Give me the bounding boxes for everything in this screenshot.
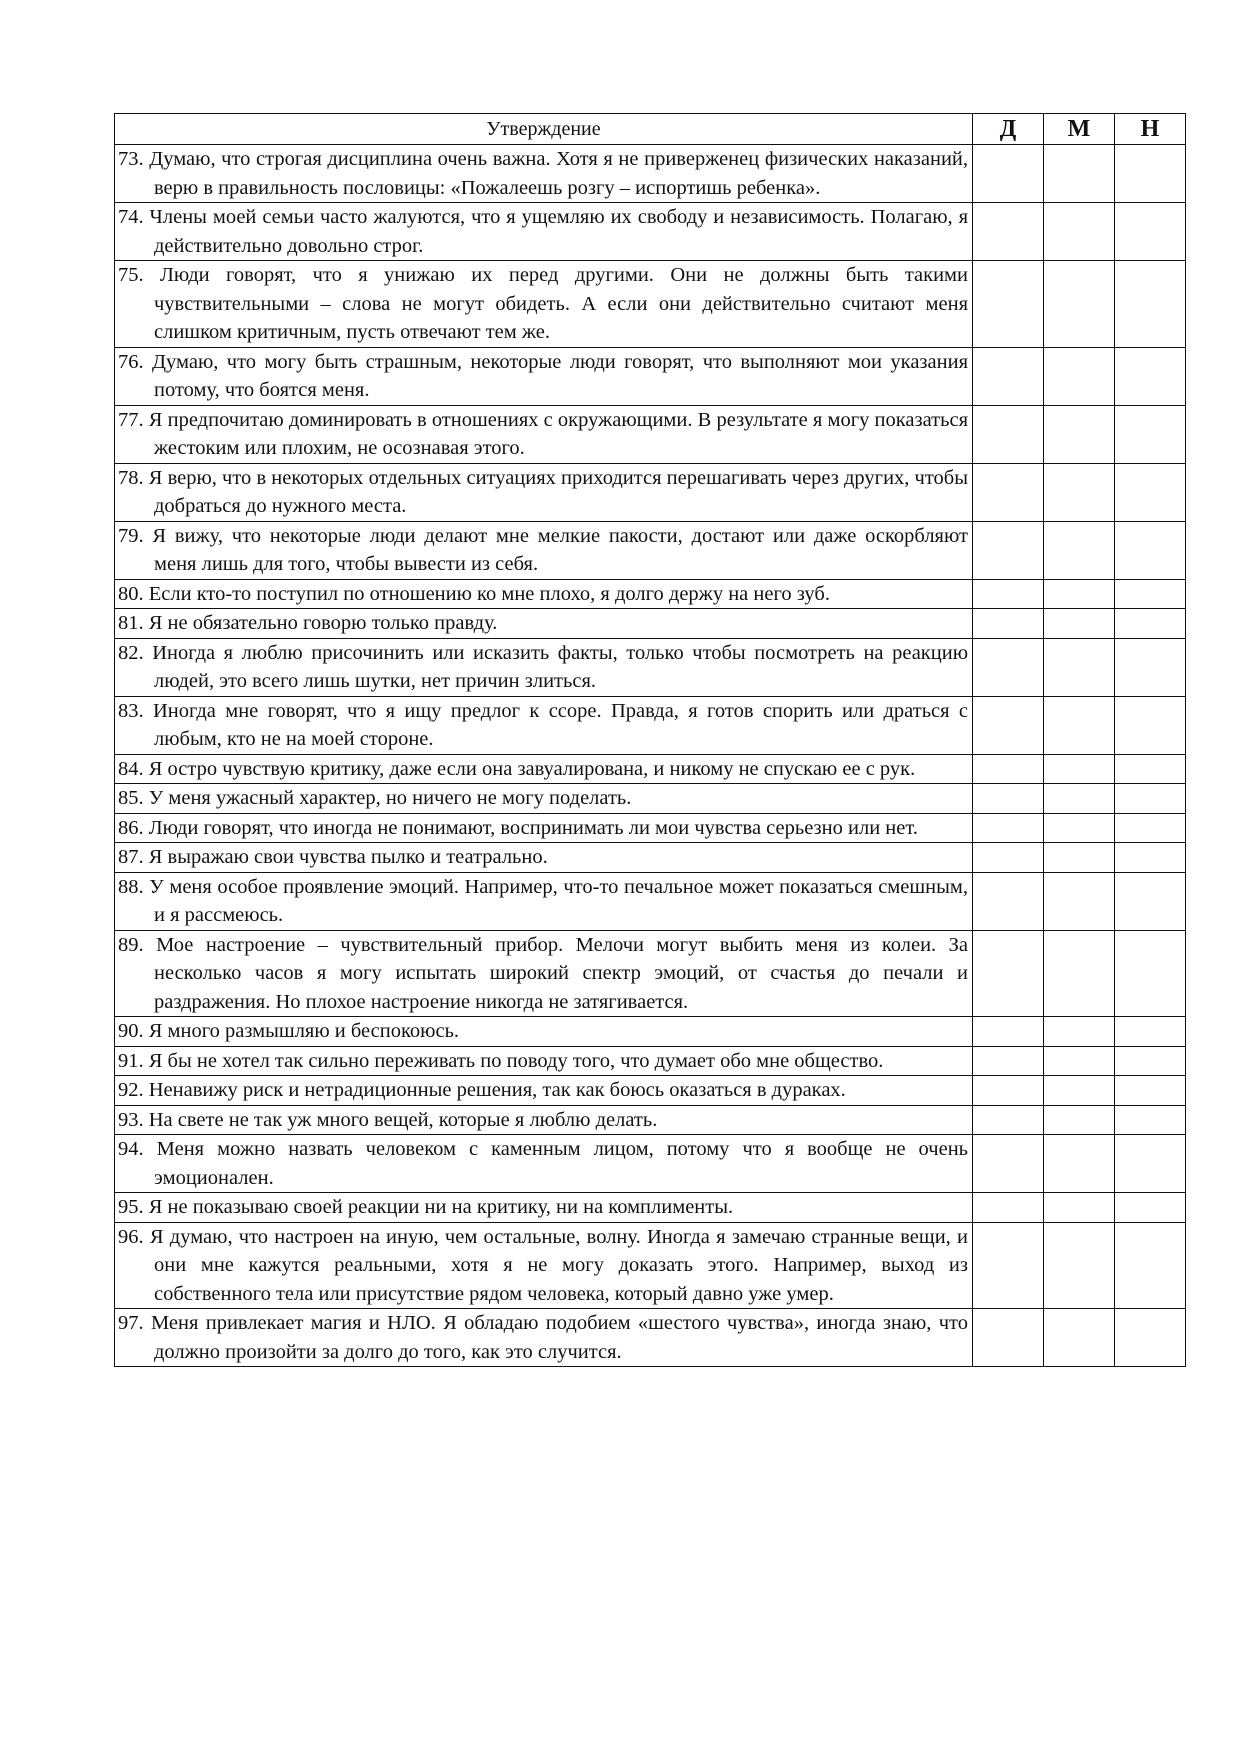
answer-cell-maybe[interactable] [1044,754,1115,784]
answer-cell-no[interactable] [1115,1017,1186,1047]
table-row [115,405,1186,463]
table-row [115,609,1186,639]
table-row [115,579,1186,609]
answer-cell-maybe[interactable] [1044,930,1115,1017]
statement-cell [115,754,973,784]
statement-text: Я не обязательно говорю только правду. [148,612,498,634]
table-row [115,1222,1186,1309]
statement-text: Люди говорят, что иногда не понимают, воспринимать ли мои чувства серьезно или нет. [148,816,918,839]
statement-cell [115,463,973,521]
answer-cell-no[interactable] [1115,405,1186,463]
answer-cell-maybe[interactable] [1044,1046,1115,1076]
statement-cell [115,521,973,579]
statement-number: 97. [118,1312,144,1334]
answer-cell-no[interactable] [1115,872,1186,930]
answer-cell-no[interactable] [1115,261,1186,348]
statement-cell [115,579,973,609]
answer-cell-yes[interactable] [973,784,1044,814]
answer-cell-yes[interactable] [973,930,1044,1017]
answer-cell-maybe[interactable] [1044,872,1115,930]
statement-number: 89. [118,933,144,956]
statement-number: 88. [118,875,144,898]
statement-number: 80. [118,582,144,605]
statement-cell [115,696,973,754]
statement-number: 75. [118,264,144,286]
answer-cell-no[interactable] [1115,347,1186,405]
answer-cell-maybe[interactable] [1044,843,1115,873]
answer-cell-maybe[interactable] [1044,1076,1115,1106]
answer-cell-maybe[interactable] [1044,813,1115,843]
statement-number: 90. [118,1020,144,1042]
answer-cell-maybe[interactable] [1044,1105,1115,1135]
answer-cell-maybe[interactable] [1044,1135,1115,1193]
statement-text: У меня особое проявление эмоций. Например, что-то печальное может показаться смешным, и я рассмеюсь. [149,875,969,926]
header-row [115,114,1186,145]
statement-number: 76. [118,350,144,373]
answer-cell-maybe[interactable] [1044,347,1115,405]
statement-text: Иногда мне говорят, что я ищу предлог к ссоре. Правда, я готов спорить или драться с любым, кто не на моей стороне. [152,699,968,750]
answer-cell-yes[interactable] [973,261,1044,348]
table-row [115,784,1186,814]
answer-cell-maybe[interactable] [1044,784,1115,814]
answer-cell-no[interactable] [1115,1193,1186,1223]
table-row [115,930,1186,1017]
table-row [115,843,1186,873]
answer-cell-maybe[interactable] [1044,203,1115,261]
statement-text: Если кто-то поступил по отношению ко мне плохо, я долго держу на него зуб. [148,582,830,605]
statement-cell [115,1046,973,1076]
answer-cell-maybe[interactable] [1044,638,1115,696]
statement-cell [115,609,973,639]
statement-cell [115,1135,973,1193]
table-row [115,638,1186,696]
answer-cell-yes[interactable] [973,1309,1044,1367]
statement-number: 82. [118,641,144,664]
statement-text: Я верю, что в некоторых отдельных ситуациях приходится перешагивать через других, чтобы добраться до нужного места. [148,466,968,517]
answer-cell-no[interactable] [1115,1105,1186,1135]
answer-cell-yes[interactable] [973,843,1044,873]
statement-number: 77. [118,408,144,431]
answer-cell-yes[interactable] [973,405,1044,463]
statement-cell [115,145,973,203]
answer-cell-no[interactable] [1115,203,1186,261]
table-row [115,1105,1186,1135]
answer-cell-no[interactable] [1115,784,1186,814]
answer-cell-no[interactable] [1115,813,1186,843]
answer-cell-no[interactable] [1115,1135,1186,1193]
answer-cell-no[interactable] [1115,638,1186,696]
answer-cell-no[interactable] [1115,1309,1186,1367]
answer-cell-yes[interactable] [973,1017,1044,1047]
statement-cell [115,1193,973,1223]
statement-text: Я думаю, что настроен на иную, чем остальные, волну. Иногда я замечаю странные вещи, и они мне кажутся реальными, хотя я не могу доказать этого. Например, выход из собственного тела или присутствие рядом человека, который давно уже умер. [149,1225,968,1305]
statement-text: Я вижу, что некоторые люди делают мне мелкие пакости, достают или даже оскорбляют меня лишь для того, чтобы вывести из себя. [152,524,968,575]
table-row [115,1309,1186,1367]
answer-cell-no[interactable] [1115,930,1186,1017]
statement-text: Я остро чувствую критику, даже если она завуалирована, и никому не спускаю ее с рук. [148,757,916,780]
table-row [115,872,1186,930]
statement-number: 92. [118,1079,144,1101]
table-row [115,1193,1186,1223]
statement-number: 93. [118,1108,144,1131]
table-row [115,696,1186,754]
statement-text: Меня можно назвать человеком с каменным лицом, потому что я вообще не очень эмоционален. [154,1138,969,1189]
answer-cell-yes[interactable] [973,813,1044,843]
answer-cell-maybe[interactable] [1044,579,1115,609]
statement-text: У меня ужасный характер, но ничего не могу поделать. [148,787,632,809]
statement-cell [115,1309,973,1367]
answer-cell-yes[interactable] [973,609,1044,639]
header-no: Н [1115,114,1186,145]
answer-cell-maybe[interactable] [1044,1309,1115,1367]
table-row [115,754,1186,784]
answer-cell-no[interactable] [1115,1222,1186,1309]
table-row [115,203,1186,261]
answer-cell-maybe[interactable] [1044,1017,1115,1047]
table-row [115,463,1186,521]
answer-cell-yes[interactable] [973,1076,1044,1106]
statement-text: Ненавижу риск и нетрадиционные решения, так как боюсь оказаться в дураках. [148,1079,846,1101]
statement-text: Члены моей семьи часто жалуются, что я ущемляю их свободу и независимость. Полагаю, я действительно довольно строг. [149,206,968,257]
statement-text: Меня привлекает магия и НЛО. Я обладаю подобием «шестого чувства», иногда знаю, что должно произойти за долго до того, как это случится. [150,1312,968,1363]
statement-number: 84. [118,757,144,780]
statement-cell [115,1017,973,1047]
answer-cell-no[interactable] [1115,521,1186,579]
statement-number: 86. [118,816,144,839]
statement-text: Мое настроение – чувствительный прибор. Мелочи могут выбить меня из колеи. За несколько часов я могу испытать широкий спектр эмоций, от счастья до печали и раздражения. Но плохое настроение никогда не затягивается. [154,933,968,1013]
answer-cell-yes[interactable] [973,754,1044,784]
header-yes: Д [973,114,1044,145]
statement-number: 85. [118,787,144,809]
answer-cell-yes[interactable] [973,872,1044,930]
statement-number: 87. [118,846,144,868]
answer-cell-maybe[interactable] [1044,1222,1115,1309]
table-row [115,521,1186,579]
statement-number: 81. [118,612,144,634]
statement-cell [115,872,973,930]
statement-text: Я выражаю свои чувства пылко и театрально. [148,846,548,868]
statement-number: 94. [118,1138,144,1160]
statement-number: 96. [118,1225,144,1248]
header-statement: Утверждение [115,114,973,145]
statement-text: Иногда я люблю присочинить или исказить факты, только чтобы посмотреть на реакцию людей, это всего лишь шутки, нет причин злиться. [152,641,969,692]
statement-number: 91. [118,1049,144,1072]
statement-number: 78. [118,466,144,489]
answer-cell-maybe[interactable] [1044,609,1115,639]
answer-cell-no[interactable] [1115,754,1186,784]
statement-cell [115,203,973,261]
statement-number: 95. [118,1196,144,1218]
answer-cell-maybe[interactable] [1044,261,1115,348]
statement-cell [115,930,973,1017]
table-row [115,1076,1186,1106]
statement-cell [115,784,973,814]
answer-cell-no[interactable] [1115,609,1186,639]
statement-text: На свете не так уж много вещей, которые я люблю делать. [148,1108,658,1131]
questionnaire-table [114,113,1186,1367]
answer-cell-no[interactable] [1115,463,1186,521]
answer-cell-yes[interactable] [973,696,1044,754]
statement-number: 79. [118,524,144,547]
statement-cell [115,638,973,696]
statement-cell [115,1076,973,1106]
answer-cell-maybe[interactable] [1044,1193,1115,1223]
answer-cell-yes[interactable] [973,1193,1044,1223]
answer-cell-yes[interactable] [973,579,1044,609]
answer-cell-yes[interactable] [973,1135,1044,1193]
answer-cell-yes[interactable] [973,145,1044,203]
answer-cell-no[interactable] [1115,1046,1186,1076]
statement-cell [115,347,973,405]
statement-cell [115,813,973,843]
statement-cell [115,1222,973,1309]
answer-cell-yes[interactable] [973,1105,1044,1135]
table-row [115,145,1186,203]
answer-cell-no[interactable] [1115,145,1186,203]
statement-cell [115,405,973,463]
answer-cell-yes[interactable] [973,203,1044,261]
answer-cell-yes[interactable] [973,347,1044,405]
answer-cell-yes[interactable] [973,1046,1044,1076]
statement-text: Я предпочитаю доминировать в отношениях с окружающими. В результате я могу показаться жестоким или плохим, не осознавая этого. [148,408,968,459]
table-row [115,261,1186,348]
answer-cell-maybe[interactable] [1044,405,1115,463]
statement-number: 83. [118,699,144,722]
table-row [115,1046,1186,1076]
answer-cell-yes[interactable] [973,638,1044,696]
statement-text: Думаю, что строгая дисциплина очень важна. Хотя я не приверженец физических наказаний, верю в правильность пословицы: «Пожалеешь розгу – испортишь ребенка». [149,148,969,199]
header-maybe: М [1044,114,1115,145]
table-row [115,1135,1186,1193]
answer-cell-yes[interactable] [973,521,1044,579]
answer-cell-no[interactable] [1115,1076,1186,1106]
answer-cell-no[interactable] [1115,843,1186,873]
answer-cell-maybe[interactable] [1044,463,1115,521]
statement-text: Я бы не хотел так сильно переживать по поводу того, что думает обо мне общество. [148,1049,884,1072]
answer-cell-yes[interactable] [973,463,1044,521]
statement-text: Думаю, что могу быть страшным, некоторые люди говорят, что выполняют мои указания потому, что боятся меня. [152,350,968,401]
statement-text: Люди говорят, что я унижаю их перед другими. Они не должны быть такими чувствительными – слова не могут обидеть. А если они действительно считают меня слишком критичным, пусть отвечают тем же. [154,264,968,343]
statement-cell [115,843,973,873]
answer-cell-no[interactable] [1115,696,1186,754]
answer-cell-no[interactable] [1115,579,1186,609]
answer-cell-maybe[interactable] [1044,696,1115,754]
answer-cell-maybe[interactable] [1044,521,1115,579]
table-row [115,347,1186,405]
statement-text: Я не показываю своей реакции ни на критику, ни на комплименты. [148,1196,734,1218]
statement-number: 74. [118,206,144,228]
statement-cell [115,1105,973,1135]
statement-cell [115,261,973,348]
answer-cell-yes[interactable] [973,1222,1044,1309]
statement-number: 73. [118,148,144,170]
table-row [115,813,1186,843]
table-row [115,1017,1186,1047]
statement-text: Я много размышляю и беспокоюсь. [148,1020,460,1042]
answer-cell-maybe[interactable] [1044,145,1115,203]
